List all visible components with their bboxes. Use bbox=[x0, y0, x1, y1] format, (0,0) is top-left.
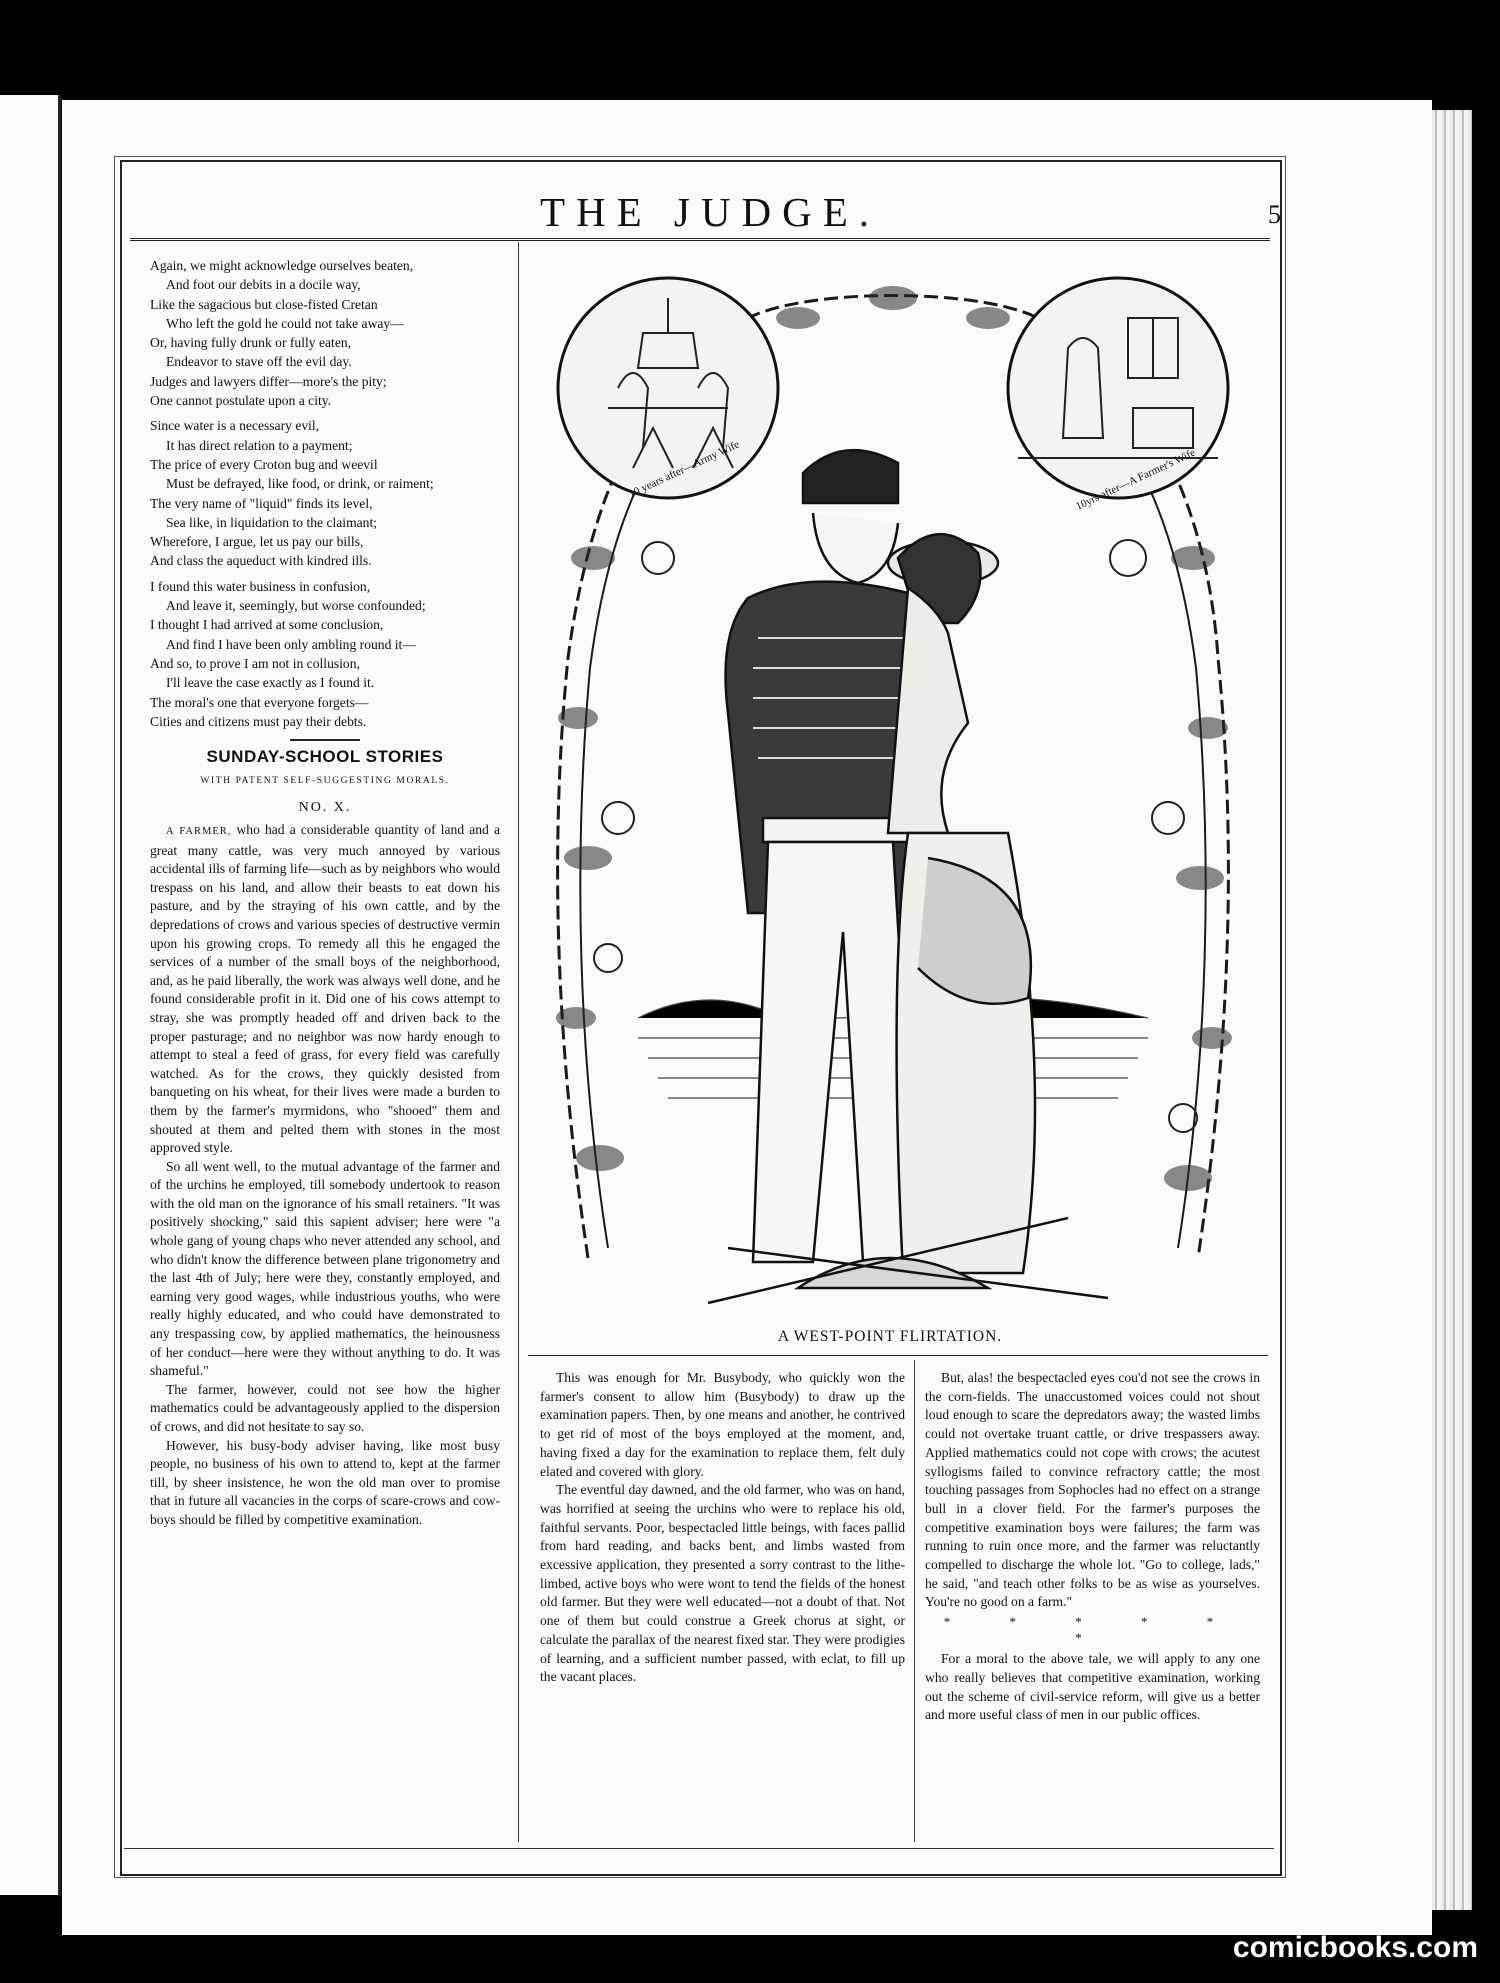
poem-line: It has direct relation to a payment; bbox=[166, 437, 353, 453]
column-rule-right bbox=[914, 1360, 915, 1842]
story-number: NO. X. bbox=[298, 799, 352, 815]
story-paragraph: However, his busy-body adviser having, like most busy people, no business of his own to attend to, kept at the farmer till, by sheer insistence, he won the old man over to promise that in future all vacancies in the corps of scare-crows and cow-boys should be filled by competitive examination. bbox=[150, 1437, 500, 1527]
story-text-part-3 bbox=[925, 1369, 1260, 1612]
story-paragraph bbox=[150, 821, 500, 1158]
caption-rule bbox=[528, 1355, 1268, 1356]
poem-line: Or, having fully drunk or fully eaten, bbox=[150, 335, 352, 351]
illustration-caption: A WEST-POINT FLIRTATION. bbox=[777, 1328, 1003, 1345]
poem-line: I'll leave the case exactly as I found it. bbox=[166, 675, 375, 691]
section-rule bbox=[290, 739, 360, 741]
section-subtitle: WITH PATENT SELF-SUGGESTING MORALS. bbox=[200, 776, 450, 787]
moral-paragraph: For a moral to the above tale, we will apply to any one who really believes that competitive examination, working out the scheme of civil-service reform, will give us a better and more useful class of men in our public offices. bbox=[925, 1651, 1260, 1723]
poem-line: The moral's one that everyone forgets— bbox=[150, 694, 369, 710]
story-paragraph: The farmer, however, could not see how the higher mathematics could be advantageously applied to the dispersion of crows, and did not hesitate to say so. bbox=[150, 1381, 500, 1435]
story-text-part-1 bbox=[150, 821, 500, 1530]
page-stack-edge bbox=[1432, 110, 1472, 1910]
masthead-title: THE JUDGE. bbox=[539, 189, 881, 235]
masthead-rule bbox=[130, 238, 1270, 241]
poem-line: Like the sagacious but close-fisted Cretan bbox=[150, 296, 378, 312]
page-number: 5 bbox=[1268, 200, 1281, 229]
adjacent-page-edge bbox=[0, 95, 61, 1895]
poem-line: Must be defrayed, like food, or drink, or raiment; bbox=[166, 476, 434, 492]
section-title: SUNDAY-SCHOOL STORIES bbox=[206, 747, 444, 767]
left-medallion-label: 10 years after—Army Wife bbox=[626, 438, 742, 501]
poem-line: I found this water business in confusion, bbox=[150, 578, 371, 594]
lead-in-caps: A FARMER, bbox=[166, 826, 232, 838]
poem-line: And find I have been only ambling round it— bbox=[166, 636, 416, 652]
poem bbox=[150, 256, 500, 731]
paragraph-text: who had a considerable quantity of land and a great many cattle, was very much annoyed by various accidental ills of farming life—such as by neighbors who would trespass on his land, and allow their beasts to eat down his pasture, and by the straying of his own cattle, and by the depredations of crows and various species of destructive vermin upon his growing crops. To remedy all this he engaged the services of a number of the small boys of the neighborhood, and, as he paid liberally, the work was always well done, and he found considerable profit in it. Did one of his cows attempt to stray, she was promptly headed off and driven back to the proper pasturage; and no neighbor was now hardy enough to attempt to steal a feed of grass, for every field was carefully watched. As for the crows, they quickly desisted from banqueting on his wheat, for their lives were made a burden to them by the farmer's myrmidons, who "shooed" them and shouted at them and pelted them with stones in the most approved style. bbox=[150, 822, 500, 1156]
poem-line: Endeavor to stave off the evil day. bbox=[166, 354, 352, 370]
poem-stanza bbox=[150, 256, 500, 410]
poem-line: The very name of "liquid" finds its level, bbox=[150, 495, 373, 511]
story-paragraph: So all went well, to the mutual advantage of the farmer and of the urchins he employed, till somebody undertook to reason with the old man on the ignorance of his small retainers. "It was positively shocking," said this sapient adviser; here were "a whole gang of young chaps who never attended any school, and who didn't know the difference between plane trigonometry and the last 4th of July; here were they, constantly employed, and earning very good wages, while industrious youths, who were really highly educated, and who could have demonstrated to any trespassing cow, by applied mathematics, the heinousness of her conduct—here were they without anything to do. It was shameful." bbox=[150, 1158, 500, 1379]
poem-line: Since water is a necessary evil, bbox=[150, 418, 320, 434]
right-medallion-label: 10yrs after—A Farmer's Wife bbox=[1073, 446, 1198, 513]
poem-line: And leave it, seemingly, but worse confounded; bbox=[166, 598, 426, 614]
story-text-part-2 bbox=[540, 1369, 905, 1687]
column-right bbox=[925, 1365, 1260, 1725]
poem-line: Sea like, in liquidation to the claimant; bbox=[166, 514, 378, 530]
story-paragraph: This was enough for Mr. Busybody, who quickly won the farmer's consent to allow him (Busybody) to draw up the examination papers. Then, by one means and another, he contrived to get rid of most of the boys employed at the moment, and, having fixed a day for the examination to replace them, felt duly elated and covered with glory. bbox=[540, 1370, 905, 1479]
column-middle bbox=[540, 1365, 905, 1687]
poem-stanza bbox=[150, 577, 500, 731]
poem-line: I thought I had arrived at some conclusion, bbox=[150, 617, 384, 633]
column-left bbox=[150, 256, 500, 1530]
poem-line: Wherefore, I argue, let us pay our bills, bbox=[150, 534, 364, 550]
poem-line: The price of every Croton bug and weevil bbox=[150, 456, 378, 472]
column-rule-left bbox=[518, 242, 519, 1842]
watermark: comicbooks.com bbox=[1232, 1931, 1478, 1964]
poem-line: Who left the gold he could not take away— bbox=[166, 315, 404, 331]
poem-stanza bbox=[150, 416, 500, 570]
poem-line: And foot our debits in a docile way, bbox=[166, 277, 361, 293]
poem-line: And so, to prove I am not in collusion, bbox=[150, 655, 360, 671]
poem-line: One cannot postulate upon a city. bbox=[150, 393, 332, 409]
poem-line: Cities and citizens must pay their debts. bbox=[150, 713, 367, 729]
west-point-flirtation-illustration bbox=[548, 258, 1238, 1318]
poem-line: And class the aqueduct with kindred ills. bbox=[150, 553, 372, 569]
story-paragraph: But, alas! the bespectacled eyes cou'd not see the crows in the corn-fields. The unaccustomed voices could not shout loud enough to scare the depredators away; the wasted limbs could not overtake truant cattle, or drive trespassers away. Applied mathematics could not cope with crows; the acutest syllogisms failed to convince refractory cattle; the most touching passages from Sophocles had no effect on a strange bull in a clover field. For the farmer's purposes the competitive examination boys were failures; the farm was running to ruin once more, and the farmer was reluctantly compelled to discharge the whole lot. "Go to college, lads," he said, "and teach other folks to be as wise as yourselves. You're no good on a farm." bbox=[925, 1370, 1260, 1610]
footer-rule bbox=[124, 1848, 1274, 1849]
story-paragraph: The eventful day dawned, and the old farmer, who was on hand, was horrified at seeing the urchins who were to replace his old, faithful servants. Poor, bespectacled little beings, with faces pallid from hard reading, and backs bent, and limbs wasted from excessive application, they presented a sorry contrast to the lithe-limbed, active boys who were wont to tend the fields of the honest old farmer. But they were well educated—not a doubt of that. Not one of them but could construe a Greek chorus at sight, or calculate the parallax of the nearest fixed star. They were prodigies of learning, and a sufficient number passed, with eclat, to fill up the vacant places. bbox=[540, 1482, 906, 1685]
section-break-stars: * * * * * * bbox=[943, 1614, 1242, 1646]
poem-line: Judges and lawyers differ—more's the pity; bbox=[150, 373, 387, 389]
story-moral bbox=[925, 1650, 1260, 1725]
poem-line: Again, we might acknowledge ourselves beaten, bbox=[150, 258, 414, 273]
